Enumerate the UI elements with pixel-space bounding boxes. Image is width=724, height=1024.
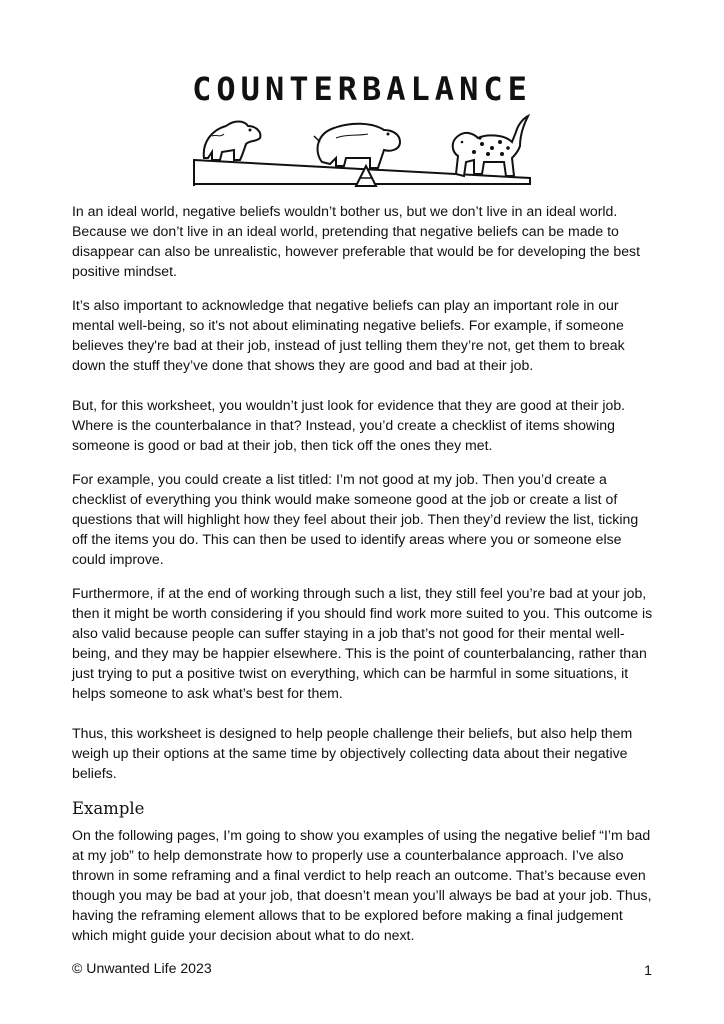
page-title: COUNTERBALANCE — [192, 70, 532, 108]
body-text — [72, 201, 654, 959]
paragraph-1: In an ideal world, negative beliefs wouldn’t bother us, but we don’t live in an ideal world. Because we don’t live in an ideal world, pretending that negative beliefs can be made to disappear can also be unrealistic, however preferable that would be for developing the best positive mindset. — [72, 203, 641, 279]
paragraph-2: It’s also important to acknowledge that negative beliefs can play an important role in our mental well-being, so it's not about eliminating negative beliefs. For example, if someone believes they're bad at their job, instead of just telling them they’re not, get them to break down the stuff they’ve done that shows they are good and bad at their job. — [72, 297, 625, 373]
example-heading: Example — [72, 799, 145, 818]
page-number: 1 — [644, 962, 652, 978]
bear-icon — [204, 122, 261, 161]
seesaw-animals-illustration — [186, 112, 538, 192]
paragraph-6: Thus, this worksheet is designed to help people challenge their beliefs, but also help them weigh up their options at the same time by objectively collecting data about their negative beliefs. — [72, 725, 633, 781]
paragraph-5: Furthermore, if at the end of working through such a list, they still feel you’re bad at your job, then it might be worth considering if you should find work more suited to you. This outcome is also valid because people can suffer staying in a job that’s not good for their mental well-being, and they may be happier elsewhere. This is the point of counterbalancing, rather than just trying to put a positive twist on everything, which can be harmful in some situations, it helps someone to ask what’s best for them. — [72, 585, 653, 701]
paragraph-4: For example, you could create a list titled: I’m not good at my job. Then you’d create a checklist of everything you think would make someone good at the job or create a list of questions that will highlight how they feel about their job. Then they’d review the list, ticking off the items you do. This can then be used to identify areas where you or someone else could improve. — [72, 471, 639, 567]
paragraph-3: But, for this worksheet, you wouldn’t just look for evidence that they are good at their job. Where is the counterbalance in that? Instead, you’d create a checklist of items showing someone is good or bad at their job, then tick off the ones they met. — [72, 397, 626, 453]
copyright-notice: © Unwanted Life 2023 — [72, 960, 212, 976]
example-paragraph: On the following pages, I’m going to show you examples of using the negative belief “I’m bad at my job” to help demonstrate how to properly use a counterbalance approach. I’ve also thrown in some reframing and a final verdict to help reach an outcome. That’s because even though you may be bad at your job, that doesn’t mean you’ll always be bad at your job. Thus, having the reframing element allows that to be explored before making a final judgement which might guide your decision about what to do next. — [72, 827, 652, 943]
leopard-icon — [453, 116, 528, 176]
hippo-icon — [314, 124, 400, 168]
